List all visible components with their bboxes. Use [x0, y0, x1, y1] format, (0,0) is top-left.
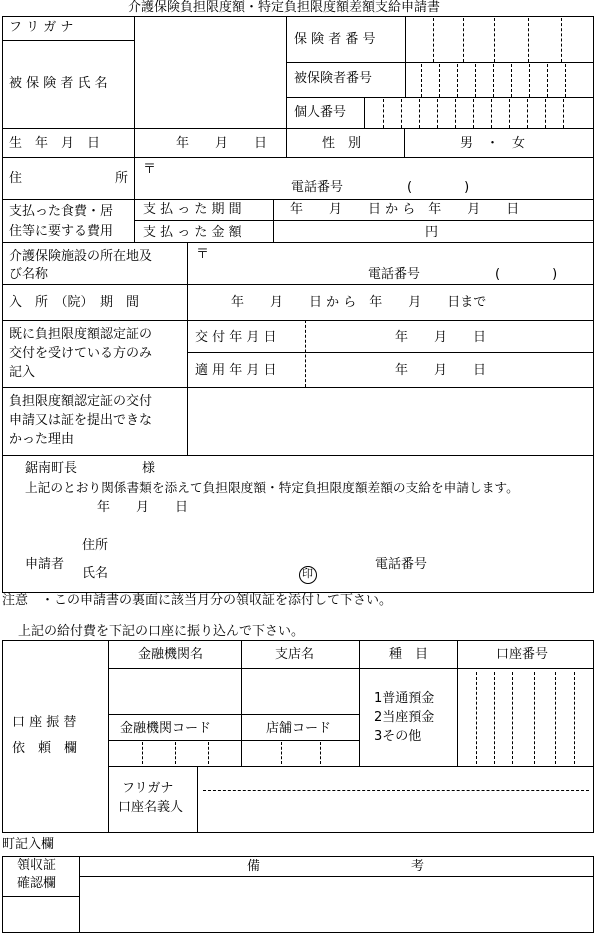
address-label: 所: [115, 171, 129, 186]
birth-label: 生 年 月 日: [9, 136, 101, 151]
personal-number-label: 個人番号: [294, 105, 347, 120]
paid-period-label: 支 払 っ た 期 間: [143, 202, 242, 217]
insured-name-label: 被 保 険 者 氏 名: [9, 76, 108, 91]
account-type-option: 2当座預金: [374, 710, 435, 725]
receipt-label: 確認欄: [17, 876, 57, 891]
transfer-label: 口 座 振 替: [12, 715, 77, 730]
line: [359, 640, 360, 766]
line: [241, 640, 242, 766]
dashed-divider: [203, 790, 589, 791]
digit-divider: [512, 672, 513, 764]
paid-cost-label: 住等に要する費用: [9, 224, 114, 239]
line: [79, 856, 80, 932]
reason-label: 申請又は証を提出できな: [9, 413, 153, 428]
admission-value: 年 月 日 か ら 年 月 日まで: [231, 295, 487, 310]
digit-divider: [455, 99, 456, 128]
digit-divider: [491, 99, 492, 128]
line: [108, 668, 593, 669]
digit-divider: [419, 99, 420, 128]
digit-divider: [421, 64, 422, 97]
insurer-number-label: 保 険 者 番 号: [294, 32, 376, 47]
line: [2, 455, 593, 456]
digit-divider: [555, 672, 556, 764]
issue-date-value: 年 月 日: [395, 330, 487, 345]
applicant-label: 申請者: [25, 557, 65, 572]
digit-divider: [439, 64, 440, 97]
line: [2, 856, 594, 857]
digit-divider: [320, 742, 321, 764]
line: [2, 640, 594, 641]
line: [2, 242, 593, 243]
digit-divider: [565, 64, 566, 97]
digit-divider: [494, 672, 495, 764]
line: [134, 220, 593, 221]
digit-divider: [208, 742, 209, 764]
digit-divider: [563, 99, 564, 128]
line: [593, 640, 594, 832]
line: [593, 856, 594, 932]
apply-date-label: 適 用 年 月 日: [195, 363, 277, 378]
bank-name-label: 金融機関名: [138, 647, 204, 662]
line: [286, 16, 287, 157]
line: [187, 242, 188, 455]
digit-divider: [574, 672, 575, 764]
digit-divider: [401, 99, 402, 128]
applicant-address-label: 住所: [82, 538, 109, 553]
postal-mark: 〒: [143, 162, 157, 177]
digit-divider: [473, 99, 474, 128]
line: [2, 832, 594, 833]
line: [108, 766, 593, 767]
transfer-intro: 上記の給付費を下記の口座に振り込んで下さい。: [18, 624, 305, 639]
holder-name-label: 口座名義人: [118, 800, 184, 815]
issue-date-label: 交 付 年 月 日: [195, 330, 277, 345]
line: [79, 876, 593, 877]
account-type-option: 1普通預金: [374, 691, 435, 706]
paid-period-value: 年 月 日 か ら 年 月 日: [290, 202, 520, 217]
line: [405, 16, 406, 97]
digit-divider: [534, 672, 535, 764]
branch-name-label: 支店名: [275, 647, 315, 662]
account-type-label: 種 目: [389, 647, 429, 662]
line: [2, 856, 3, 932]
certificate-label: 記入: [9, 365, 36, 380]
line: [2, 16, 594, 17]
line: [286, 62, 593, 63]
line: [2, 320, 593, 321]
furigana-label: フ リ ガ ナ: [9, 20, 74, 35]
certificate-label: 既に負担限度額認定証の: [9, 327, 153, 342]
line: [2, 387, 593, 388]
account-type-option: 3その他: [374, 729, 422, 744]
admission-label: 入 所 （院） 期 間: [9, 295, 140, 310]
address-label: 住: [9, 171, 23, 186]
certificate-label: 交付を受けている方のみ: [9, 346, 153, 361]
digit-divider: [494, 18, 495, 62]
phone-label: 電話番号: [368, 267, 421, 282]
digit-divider: [511, 64, 512, 97]
line: [2, 932, 594, 933]
line: [2, 128, 593, 129]
line: [2, 896, 79, 897]
digit-divider: [281, 742, 282, 764]
reason-label: かった理由: [9, 432, 75, 447]
gender-value: 男 ・ 女: [460, 136, 526, 151]
digit-divider: [561, 18, 562, 62]
account-number-label: 口座番号: [496, 647, 549, 662]
line: [2, 157, 593, 158]
phone-label: 電話番号: [291, 180, 344, 195]
note-text: 注意 ・この申請書の裏面に該当月分の領収証を添付して下さい。: [2, 593, 393, 608]
paid-amount-label: 支 払 っ た 金 額: [143, 225, 242, 240]
digit-divider: [142, 742, 143, 764]
branch-code-label: 店舗コード: [266, 721, 332, 736]
remarks-label: 考: [411, 859, 425, 874]
line: [286, 97, 593, 98]
digit-divider: [457, 64, 458, 97]
line: [2, 40, 134, 41]
digit-divider: [529, 64, 530, 97]
digit-divider: [527, 99, 528, 128]
phone-parens: ( ): [495, 267, 558, 282]
dashed-divider: [305, 320, 306, 387]
digit-divider: [437, 99, 438, 128]
town-section-label: 町記入欄: [2, 837, 55, 852]
line: [457, 640, 458, 766]
digit-divider: [509, 99, 510, 128]
line: [2, 16, 3, 592]
declaration-text: 上記のとおり関係書類を添えて負担限度額・特定負担限度額差額の支給を申請します。: [25, 480, 519, 495]
digit-divider: [493, 64, 494, 97]
facility-label: 介護保険施設の所在地及: [9, 249, 153, 264]
digit-divider: [175, 742, 176, 764]
digit-divider: [528, 18, 529, 62]
digit-divider: [547, 64, 548, 97]
applicant-name-label: 氏名: [82, 566, 109, 581]
paid-cost-label: 支払った食費・居: [9, 204, 114, 219]
line: [2, 199, 593, 200]
yen-unit: 円: [425, 225, 439, 240]
honorific: 様: [142, 461, 156, 476]
line: [108, 740, 359, 741]
holder-kana-label: フリガナ: [122, 781, 174, 796]
line: [404, 128, 405, 157]
line: [187, 352, 593, 353]
birth-date: 年 月 日: [176, 136, 268, 151]
page-title: 介護保険負担限度額・特定負担限度額差額支給申請書: [128, 0, 441, 15]
digit-divider: [476, 672, 477, 764]
reason-label: 負担限度額認定証の交付: [9, 394, 153, 409]
phone-label: 電話番号: [375, 557, 428, 572]
digit-divider: [433, 18, 434, 62]
line: [108, 714, 359, 715]
digit-divider: [463, 18, 464, 62]
line: [364, 97, 365, 128]
line: [593, 16, 594, 592]
line: [2, 284, 593, 285]
apply-date-value: 年 月 日: [395, 363, 487, 378]
digit-divider: [475, 64, 476, 97]
phone-parens: ( ): [407, 180, 470, 195]
digit-divider: [545, 99, 546, 128]
application-date: 年 月 日: [97, 500, 189, 515]
transfer-label: 依 頼 欄: [12, 741, 78, 756]
facility-label: び名称: [9, 267, 49, 282]
bank-code-label: 金融機関コード: [120, 721, 212, 736]
line: [273, 199, 274, 242]
receipt-label: 領収証: [17, 858, 57, 873]
digit-divider: [383, 99, 384, 128]
postal-mark: 〒: [196, 247, 210, 262]
remarks-label: 備: [247, 859, 261, 874]
gender-label: 性 別: [322, 136, 362, 151]
line: [197, 766, 198, 832]
line: [2, 640, 3, 832]
seal-char: 印: [302, 567, 313, 580]
line: [134, 16, 135, 242]
insured-number-label: 被保険者番号: [294, 71, 373, 86]
addressee: 鋸南町長: [25, 461, 78, 476]
